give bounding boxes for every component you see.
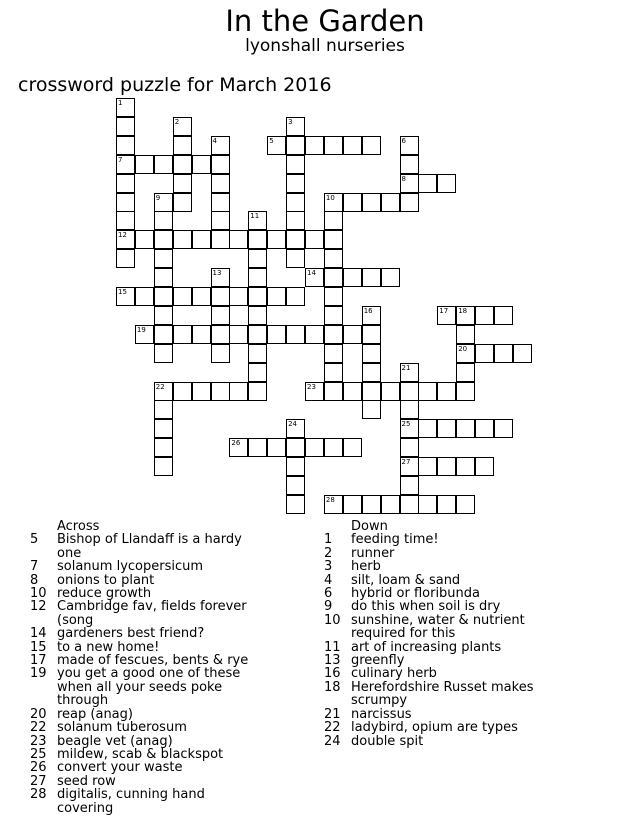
- clue-number: 28: [325, 495, 335, 504]
- grid-cell[interactable]: [154, 155, 173, 174]
- grid-cell[interactable]: [154, 230, 173, 249]
- clue-text: double spit: [351, 733, 424, 749]
- grid-cell[interactable]: [286, 193, 305, 212]
- grid-cell[interactable]: [211, 211, 230, 230]
- clue-across-22: [30, 721, 260, 734]
- grid-cell[interactable]: [437, 174, 456, 193]
- grid-cell[interactable]: [173, 174, 192, 193]
- grid-cell[interactable]: [248, 287, 267, 306]
- clue-across-20: [30, 708, 260, 721]
- grid-cell[interactable]: [324, 438, 343, 457]
- grid-cell[interactable]: [324, 268, 343, 287]
- grid-cell[interactable]: [248, 382, 267, 401]
- grid-cell[interactable]: [400, 476, 419, 495]
- clue-number: 14: [30, 626, 47, 642]
- clue-text: art of increasing plants: [351, 639, 502, 655]
- grid-cell[interactable]: [248, 211, 267, 230]
- grid-cell[interactable]: [135, 155, 154, 174]
- grid-cell[interactable]: [456, 363, 475, 382]
- grid-cell[interactable]: [362, 400, 381, 419]
- grid-cell[interactable]: [456, 382, 475, 401]
- grid-cell[interactable]: [116, 174, 135, 193]
- grid-cell[interactable]: [305, 268, 324, 287]
- clue-number: 14: [307, 269, 316, 278]
- grid-cell[interactable]: [211, 193, 230, 212]
- grid-cell[interactable]: [324, 230, 343, 249]
- grid-cell[interactable]: [173, 325, 192, 344]
- grid-cell[interactable]: [267, 230, 286, 249]
- grid-cell[interactable]: [116, 249, 135, 268]
- clue-across-26: [30, 761, 260, 774]
- clue-number: 5: [269, 136, 274, 145]
- grid-cell[interactable]: [400, 495, 419, 514]
- grid-cell[interactable]: [305, 325, 324, 344]
- clue-number: 25: [401, 420, 411, 429]
- grid-cell[interactable]: [513, 344, 532, 363]
- clue-across-5: [30, 533, 260, 560]
- grid-cell[interactable]: [437, 495, 456, 514]
- clue-text: feeding time!: [351, 532, 439, 548]
- across-clue-list: [30, 520, 260, 815]
- clue-number: 1: [324, 532, 333, 548]
- grid-cell[interactable]: [192, 325, 211, 344]
- grid-cell[interactable]: [211, 306, 230, 325]
- grid-cell[interactable]: [211, 268, 230, 287]
- grid-cell[interactable]: [437, 306, 456, 325]
- grid-cell[interactable]: [211, 230, 230, 249]
- grid-cell[interactable]: [418, 382, 437, 401]
- clue-number: 26: [30, 760, 47, 776]
- grid-cell[interactable]: [286, 495, 305, 514]
- grid-cell[interactable]: [267, 287, 286, 306]
- grid-cell[interactable]: [343, 193, 362, 212]
- clue-number: 6: [324, 586, 333, 602]
- clue-number: 27: [30, 773, 47, 789]
- grid-cell[interactable]: [381, 382, 400, 401]
- clue-text: herb: [351, 559, 381, 575]
- grid-cell[interactable]: [324, 193, 343, 212]
- clue-number: 12: [118, 231, 127, 240]
- clue-number: 18: [324, 679, 341, 695]
- grid-cell[interactable]: [229, 287, 248, 306]
- grid-cell[interactable]: [248, 230, 267, 249]
- clue-across-7: [30, 560, 260, 573]
- grid-cell[interactable]: [116, 287, 135, 306]
- clue-down-21: [324, 708, 546, 721]
- clue-down-6: [324, 587, 546, 600]
- clue-number: 20: [30, 706, 47, 722]
- grid-cell[interactable]: [173, 136, 192, 155]
- clue-across-14: [30, 627, 260, 640]
- clue-number: 17: [439, 306, 449, 315]
- grid-cell[interactable]: [116, 117, 135, 136]
- grid-cell[interactable]: [362, 344, 381, 363]
- clue-number: 28: [30, 787, 47, 803]
- clue-number: 24: [324, 733, 341, 749]
- clue-text: onions to plant: [57, 572, 155, 588]
- clue-down-16: [324, 667, 546, 680]
- clue-number: 24: [288, 420, 298, 429]
- grid-cell[interactable]: [456, 306, 475, 325]
- grid-cell[interactable]: [211, 325, 230, 344]
- grid-cell[interactable]: [362, 193, 381, 212]
- clue-number: 22: [324, 720, 341, 736]
- grid-cell[interactable]: [116, 193, 135, 212]
- clue-text: mildew, scab & blackspot: [57, 746, 224, 762]
- clue-text: do this when soil is dry: [351, 599, 501, 615]
- grid-cell[interactable]: [324, 306, 343, 325]
- clue-number: 4: [324, 572, 333, 588]
- clue-down-18: [324, 681, 546, 708]
- grid-cell[interactable]: [381, 193, 400, 212]
- clue-text: digitalis, cunning hand covering: [57, 787, 205, 816]
- grid-cell[interactable]: [343, 268, 362, 287]
- grid-cell[interactable]: [324, 136, 343, 155]
- page-title: In the Garden: [225, 4, 425, 38]
- clue-down-2: [324, 547, 546, 560]
- grid-cell[interactable]: [116, 155, 135, 174]
- grid-cell[interactable]: [192, 155, 211, 174]
- clue-text: greenfly: [351, 653, 405, 669]
- grid-cell[interactable]: [154, 400, 173, 419]
- grid-cell[interactable]: [211, 287, 230, 306]
- clue-number: 15: [118, 288, 127, 296]
- grid-cell[interactable]: [154, 211, 173, 230]
- grid-cell[interactable]: [324, 211, 343, 230]
- grid-cell[interactable]: [286, 136, 305, 155]
- clue-number: 27: [401, 458, 411, 467]
- grid-cell[interactable]: [437, 419, 456, 438]
- grid-cell[interactable]: [211, 136, 230, 155]
- clue-number: 26: [231, 439, 241, 448]
- clue-number: 16: [363, 306, 373, 315]
- grid-cell[interactable]: [192, 230, 211, 249]
- clue-across-23: [30, 735, 260, 748]
- grid-cell[interactable]: [494, 306, 513, 325]
- grid-cell[interactable]: [135, 287, 154, 306]
- grid-cell[interactable]: [286, 249, 305, 268]
- grid-cell[interactable]: [154, 382, 173, 401]
- grid-cell[interactable]: [475, 306, 494, 325]
- grid-cell[interactable]: [381, 268, 400, 287]
- grid-cell[interactable]: [324, 325, 343, 344]
- clue-text: sunshine, water & nutrient required for this: [351, 612, 525, 642]
- grid-cell[interactable]: [248, 268, 267, 287]
- clue-number: 4: [212, 136, 217, 145]
- clue-down-22: [324, 721, 546, 734]
- grid-cell[interactable]: [286, 419, 305, 438]
- clue-across-27: [30, 775, 260, 788]
- grid-cell[interactable]: [248, 438, 267, 457]
- grid-cell[interactable]: [400, 419, 419, 438]
- clue-across-12: [30, 600, 260, 627]
- grid-cell[interactable]: [418, 457, 437, 476]
- clue-number: 8: [401, 174, 406, 183]
- clue-number: 17: [30, 653, 47, 669]
- clue-number: 3: [324, 559, 333, 575]
- grid-cell[interactable]: [400, 193, 419, 212]
- grid-cell[interactable]: [437, 457, 456, 476]
- clue-across-17: [30, 654, 260, 667]
- grid-cell[interactable]: [154, 193, 173, 212]
- clue-number: 10: [325, 193, 335, 202]
- clue-text: solanum tuberosum: [57, 720, 187, 736]
- clue-number: 19: [136, 325, 146, 334]
- grid-cell[interactable]: [135, 325, 154, 344]
- grid-cell[interactable]: [267, 438, 286, 457]
- clue-down-9: [324, 600, 546, 613]
- down-clue-list: [324, 520, 546, 748]
- grid-cell[interactable]: [173, 117, 192, 136]
- clue-number: 22: [155, 382, 165, 391]
- grid-cell[interactable]: [154, 344, 173, 363]
- grid-cell[interactable]: [305, 136, 324, 155]
- grid-cell[interactable]: [418, 419, 437, 438]
- clue-number: 10: [324, 612, 341, 628]
- grid-cell[interactable]: [173, 382, 192, 401]
- clue-number: 2: [174, 117, 180, 126]
- grid-cell[interactable]: [324, 249, 343, 268]
- grid-cell[interactable]: [211, 174, 230, 193]
- puzzle-heading: crossword puzzle for March 2016: [18, 74, 332, 96]
- clue-text: Bishop of Llandaff is a hardy one: [57, 532, 242, 561]
- grid-cell[interactable]: [173, 155, 192, 174]
- grid-cell[interactable]: [267, 325, 286, 344]
- clue-down-10: [324, 614, 546, 641]
- clue-number: 11: [250, 212, 260, 221]
- grid-cell[interactable]: [418, 495, 437, 514]
- clue-across-19: [30, 667, 260, 707]
- clue-across-8: [30, 574, 260, 587]
- clue-number: 13: [212, 269, 222, 278]
- grid-cell[interactable]: [286, 287, 305, 306]
- clue-text: gardeners best friend?: [57, 626, 205, 642]
- page-subtitle: lyonshall nurseries: [245, 36, 405, 56]
- grid-cell[interactable]: [475, 457, 494, 476]
- grid-cell[interactable]: [324, 382, 343, 401]
- clue-number: 3: [288, 117, 293, 126]
- grid-cell[interactable]: [305, 230, 324, 249]
- grid-cell[interactable]: [229, 325, 248, 344]
- grid-cell[interactable]: [116, 211, 135, 230]
- clue-number: 1: [118, 99, 123, 107]
- grid-cell[interactable]: [116, 98, 135, 117]
- clue-number: 6: [401, 136, 406, 145]
- grid-cell[interactable]: [362, 325, 381, 344]
- clue-number: 7: [118, 155, 123, 164]
- clue-number: 10: [30, 586, 47, 602]
- grid-cell[interactable]: [343, 325, 362, 344]
- clue-down-1: [324, 533, 546, 546]
- grid-cell[interactable]: [456, 495, 475, 514]
- grid-cell[interactable]: [286, 174, 305, 193]
- grid-cell[interactable]: [400, 174, 419, 193]
- grid-cell[interactable]: [173, 230, 192, 249]
- clue-number: 12: [30, 599, 47, 615]
- grid-cell[interactable]: [211, 344, 230, 363]
- grid-cell[interactable]: [192, 287, 211, 306]
- grid-cell[interactable]: [494, 344, 513, 363]
- grid-cell[interactable]: [173, 287, 192, 306]
- grid-cell[interactable]: [305, 438, 324, 457]
- grid-cell[interactable]: [286, 230, 305, 249]
- clue-number: 21: [401, 363, 411, 372]
- grid-cell[interactable]: [116, 136, 135, 155]
- grid-cell[interactable]: [154, 306, 173, 325]
- grid-cell[interactable]: [229, 230, 248, 249]
- clue-text: to a new home!: [57, 639, 160, 655]
- clue-text: narcissus: [351, 706, 412, 722]
- grid-cell[interactable]: [456, 457, 475, 476]
- clue-text: you get a good one of these when all your seeds poke through: [57, 666, 241, 709]
- grid-cell[interactable]: [248, 363, 267, 382]
- grid-cell[interactable]: [286, 211, 305, 230]
- grid-cell[interactable]: [173, 193, 192, 212]
- clue-number: 16: [324, 666, 341, 682]
- grid-cell[interactable]: [324, 495, 343, 514]
- grid-cell[interactable]: [248, 325, 267, 344]
- clue-text: made of fescues, bents & rye: [57, 653, 249, 669]
- clue-across-10: [30, 587, 260, 600]
- clue-across-28: [30, 788, 260, 815]
- grid-cell[interactable]: [456, 419, 475, 438]
- clue-number: 23: [307, 382, 316, 391]
- grid-cell[interactable]: [229, 382, 248, 401]
- clue-number: 5: [30, 532, 39, 548]
- grid-cell[interactable]: [154, 419, 173, 438]
- clue-text: convert your waste: [57, 760, 183, 776]
- grid-cell[interactable]: [343, 136, 362, 155]
- clue-text: ladybird, opium are types: [351, 720, 518, 736]
- grid-cell[interactable]: [362, 306, 381, 325]
- clue-down-4: [324, 574, 546, 587]
- clue-number: 20: [458, 344, 468, 353]
- clue-text: silt, loam & sand: [351, 572, 461, 588]
- grid-cell[interactable]: [362, 268, 381, 287]
- clue-text: Herefordshire Russet makes scrumpy: [351, 679, 534, 709]
- clue-text: runner: [351, 545, 395, 561]
- grid-cell[interactable]: [248, 306, 267, 325]
- grid-cell[interactable]: [494, 419, 513, 438]
- clue-text: Cambridge fav, fields forever (song: [57, 599, 247, 628]
- grid-cell[interactable]: [400, 136, 419, 155]
- down-heading: Down: [351, 519, 388, 534]
- clue-text: reduce growth: [57, 586, 152, 602]
- grid-cell[interactable]: [400, 400, 419, 419]
- grid-cell[interactable]: [343, 382, 362, 401]
- grid-cell[interactable]: [211, 155, 230, 174]
- grid-cell[interactable]: [154, 325, 173, 344]
- grid-cell[interactable]: [400, 457, 419, 476]
- grid-cell[interactable]: [135, 230, 154, 249]
- grid-cell[interactable]: [400, 155, 419, 174]
- clue-text: seed row: [57, 773, 116, 789]
- clue-number: 25: [30, 746, 47, 762]
- clue-down-3: [324, 560, 546, 573]
- grid-cell[interactable]: [305, 382, 324, 401]
- clue-number: 7: [30, 559, 39, 575]
- grid-cell[interactable]: [324, 363, 343, 382]
- grid-cell[interactable]: [116, 230, 135, 249]
- grid-cell[interactable]: [418, 174, 437, 193]
- clue-number: 21: [324, 706, 341, 722]
- across-heading: Across: [57, 519, 100, 534]
- grid-cell[interactable]: [456, 344, 475, 363]
- clue-down-13: [324, 654, 546, 667]
- grid-cell[interactable]: [154, 249, 173, 268]
- grid-cell[interactable]: [400, 438, 419, 457]
- grid-cell[interactable]: [343, 495, 362, 514]
- grid-cell[interactable]: [400, 363, 419, 382]
- grid-cell[interactable]: [437, 382, 456, 401]
- grid-cell[interactable]: [362, 495, 381, 514]
- clue-number: 8: [30, 572, 39, 588]
- clue-number: 23: [30, 733, 47, 749]
- grid-cell[interactable]: [192, 382, 211, 401]
- grid-cell[interactable]: [286, 457, 305, 476]
- grid-cell[interactable]: [286, 325, 305, 344]
- grid-cell[interactable]: [286, 438, 305, 457]
- clue-down-11: [324, 641, 546, 654]
- grid-cell[interactable]: [248, 249, 267, 268]
- clue-across-15: [30, 641, 260, 654]
- clue-across-25: [30, 748, 260, 761]
- grid-cell[interactable]: [286, 476, 305, 495]
- grid-cell[interactable]: [362, 363, 381, 382]
- grid-cell[interactable]: [324, 287, 343, 306]
- grid-cell[interactable]: [475, 419, 494, 438]
- grid-cell[interactable]: [286, 155, 305, 174]
- grid-cell[interactable]: [154, 438, 173, 457]
- clue-number: 9: [155, 193, 161, 202]
- clue-number: 18: [458, 306, 468, 315]
- grid-cell[interactable]: [267, 136, 286, 155]
- grid-cell[interactable]: [456, 325, 475, 344]
- clue-number: 15: [30, 639, 47, 655]
- clue-number: 19: [30, 666, 47, 682]
- clue-text: reap (anag): [57, 706, 133, 722]
- clue-number: 11: [324, 639, 341, 655]
- grid-cell[interactable]: [229, 438, 248, 457]
- clue-number: 9: [324, 599, 333, 615]
- clue-down-24: [324, 735, 546, 748]
- clue-text: hybrid or floribunda: [351, 586, 481, 602]
- grid-cell[interactable]: [362, 382, 381, 401]
- clue-number: 13: [324, 653, 341, 669]
- grid-cell[interactable]: [400, 382, 419, 401]
- clue-text: beagle vet (anag): [57, 733, 173, 749]
- grid-cell[interactable]: [324, 344, 343, 363]
- clue-text: culinary herb: [351, 666, 437, 682]
- grid-cell[interactable]: [362, 136, 381, 155]
- clue-text: solanum lycopersicum: [57, 559, 204, 575]
- grid-cell[interactable]: [154, 268, 173, 287]
- clue-number: 22: [30, 720, 47, 736]
- grid-cell[interactable]: [154, 287, 173, 306]
- grid-cell[interactable]: [248, 344, 267, 363]
- grid-cell[interactable]: [475, 344, 494, 363]
- clue-number: 2: [324, 545, 333, 561]
- grid-cell[interactable]: [381, 495, 400, 514]
- grid-cell[interactable]: [343, 438, 362, 457]
- grid-cell[interactable]: [154, 457, 173, 476]
- grid-cell[interactable]: [286, 117, 305, 136]
- grid-cell[interactable]: [211, 382, 230, 401]
